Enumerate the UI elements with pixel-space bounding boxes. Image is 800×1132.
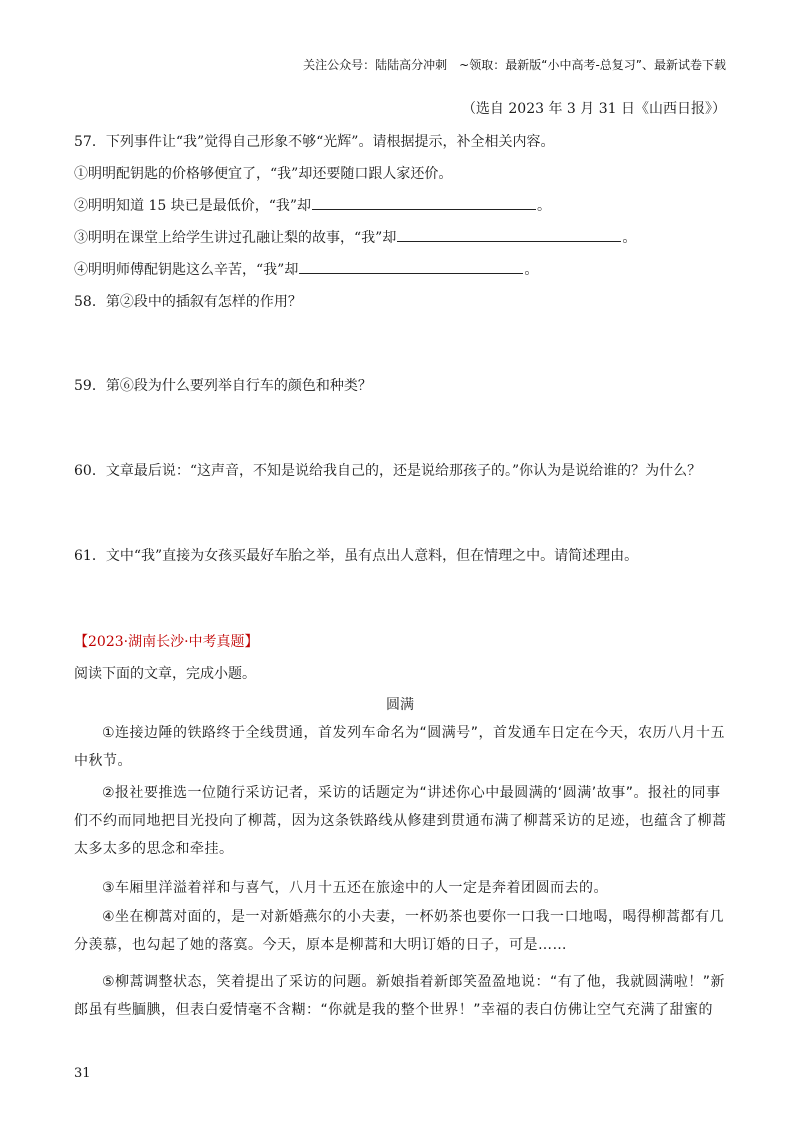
item-3-end: 。 xyxy=(622,230,637,246)
answer-blank-4[interactable] xyxy=(299,259,523,274)
question-57-item-1 xyxy=(74,163,452,183)
article-paragraph-4: ④坐在柳蒿对面的，是一对新婚燕尔的小夫妻，一杯奶茶也要你一口我一口地喝，喝得柳蒿都有几分羡慕，也勾起了她的落寞。今天，原本是柳蒿和大明订婚的日子，可是…… xyxy=(74,909,725,953)
question-60: 60．文章最后说：“这声音，不知是说给我自己的，还是说给那孩子的。”你认为是说给谁的？为什么？ xyxy=(74,463,702,479)
answer-blank-2[interactable] xyxy=(312,195,536,210)
question-58: 58．第②段中的插叙有怎样的作用？ xyxy=(74,294,302,310)
item-2-text: ②明明知道 15 块已是最低价，“我”却 xyxy=(74,198,312,214)
exam-source-tag: 【2023·湖南长沙·中考真题】 xyxy=(74,634,259,650)
article-paragraph-2: ②报社要推选一位随行采访记者，采访的话题定为“讲述你心中最圆满的‘圆满’故事”。报社的同事们不约而同地把目光投向了柳蒿，因为这条铁路线从修建到贯通布满了柳蒿采访的足迹，也蕴含了柳蒿太多太多的思念和牵挂。 xyxy=(74,785,727,857)
question-59: 59．第⑥段为什么要列举自行车的颜色和种类？ xyxy=(74,378,372,394)
question-57-item-4 xyxy=(74,259,538,279)
question-57-stem: 57．下列事件让“我”觉得自己形象不够“光辉”。请根据提示，补全相关内容。 xyxy=(74,134,555,150)
question-57-item-3 xyxy=(74,227,636,247)
item-3-text: ③明明在课堂上给学生讲过孔融让梨的故事，“我”却 xyxy=(74,230,397,246)
reading-instruction: 阅读下面的文章，完成小题。 xyxy=(74,666,256,682)
question-61: 61．文中“我”直接为女孩买最好车胎之举，虽有点出人意料，但在情理之中。请简述理由。 xyxy=(74,548,639,564)
page-header: 关注公众号：陆陆高分冲刺 ~领取：最新版“小中高考-总复习”、最新试卷下载 xyxy=(303,58,726,72)
item-4-text: ④明明师傅配钥匙这么辛苦，“我”却 xyxy=(74,262,299,278)
article-paragraph-3: ③车厢里洋溢着祥和与喜气，八月十五还在旅途中的人一定是奔着团圆而去的。 xyxy=(102,880,609,896)
item-4-end: 。 xyxy=(524,262,539,278)
source-citation: （选自 2023 年 3 月 31 日《山西日报》） xyxy=(461,101,726,117)
item-1-text: ①明明配钥匙的价格够便宜了，“我”却还要随口跟人家还价。 xyxy=(74,166,453,182)
article-paragraph-5: ⑤柳蒿调整状态，笑着提出了采访的问题。新娘指着新郎笑盈盈地说：“有了他，我就圆满啦！”新郎虽有些腼腆，但表白爱情毫不含糊：“你就是我的整个世界！”幸福的表白仿佛让空气充满了甜蜜的 xyxy=(74,974,726,1018)
article-paragraph-1: ①连接边陲的铁路终于全线贯通，首发列车命名为“圆满号”，首发通车日定在今天，农历八月十五中秋节。 xyxy=(74,725,726,769)
article-title: 圆满 xyxy=(386,697,414,713)
page-number: 31 xyxy=(74,1066,91,1081)
answer-blank-3[interactable] xyxy=(397,227,621,242)
item-2-end: 。 xyxy=(537,198,552,214)
question-57-item-2 xyxy=(74,195,551,215)
